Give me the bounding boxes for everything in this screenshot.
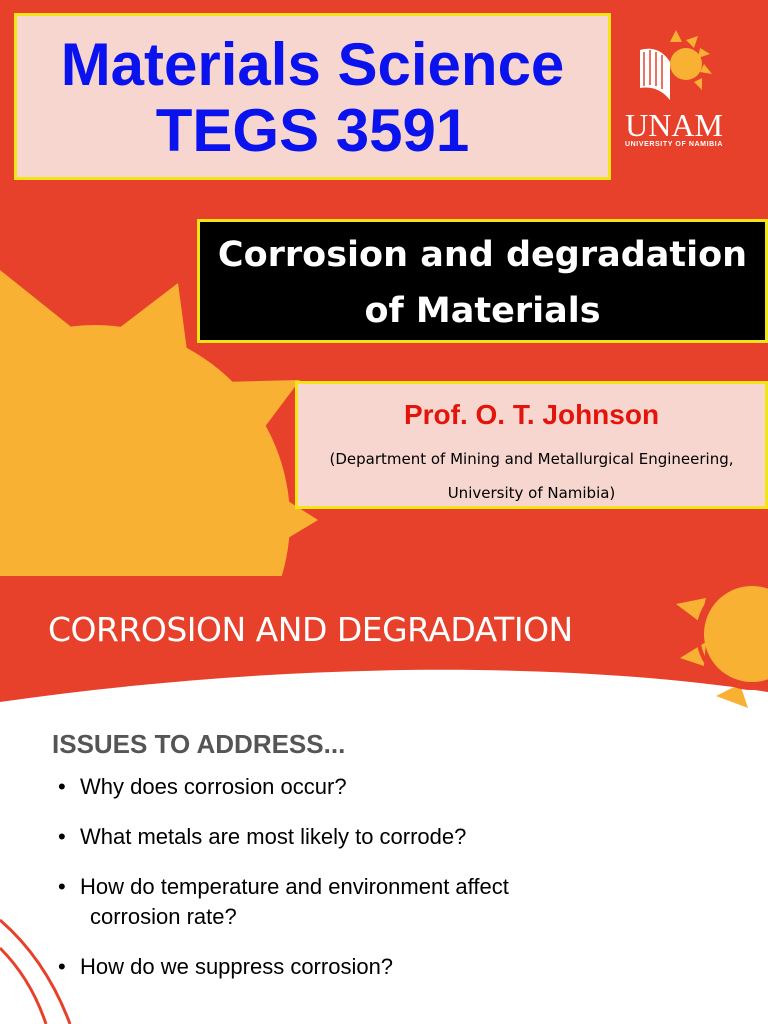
author-affiliation [298, 442, 765, 510]
course-title: Materials Science [60, 31, 565, 98]
bullet-icon: • [58, 774, 66, 799]
bullet-text: How do we suppress corrosion? [80, 954, 394, 979]
topic-title-box [197, 219, 768, 343]
bullet-icon: • [58, 874, 66, 899]
issues-heading: ISSUES TO ADDRESS... [52, 729, 346, 759]
bullet-text: Why does corrosion occur? [80, 774, 347, 799]
unam-logo [614, 28, 734, 158]
bullet-text: How do temperature and environment affect [80, 874, 509, 899]
content-slide [0, 576, 768, 1024]
topic-title-line2: of Materials [364, 291, 601, 331]
issues-list [58, 772, 738, 982]
logo-subtitle: UNIVERSITY OF NAMIBIA [624, 141, 724, 148]
list-item [58, 872, 738, 932]
author-affiliation-line2: University of Namibia) [447, 484, 616, 502]
list-item [58, 952, 738, 982]
list-item [58, 822, 738, 852]
book-sun-icon [614, 28, 734, 108]
author-box [295, 381, 768, 509]
logo-name: UNAM [625, 107, 723, 143]
course-code: TEGS 3591 [155, 97, 470, 164]
bullet-text: What metals are most likely to corrode? [80, 824, 467, 849]
author-affiliation-line1: (Department of Mining and Metallurgical Engineering, [329, 450, 734, 468]
bullet-text-continued: corrosion rate? [90, 904, 237, 929]
bullet-icon: • [58, 954, 66, 979]
bullet-icon: • [58, 824, 66, 849]
slide-title: CORROSION AND DEGRADATION [48, 610, 573, 649]
course-title-box [14, 13, 611, 180]
list-item [58, 772, 738, 802]
topic-title-line1: Corrosion and degradation [217, 235, 748, 275]
author-name: Prof. O. T. Johnson [403, 399, 660, 430]
